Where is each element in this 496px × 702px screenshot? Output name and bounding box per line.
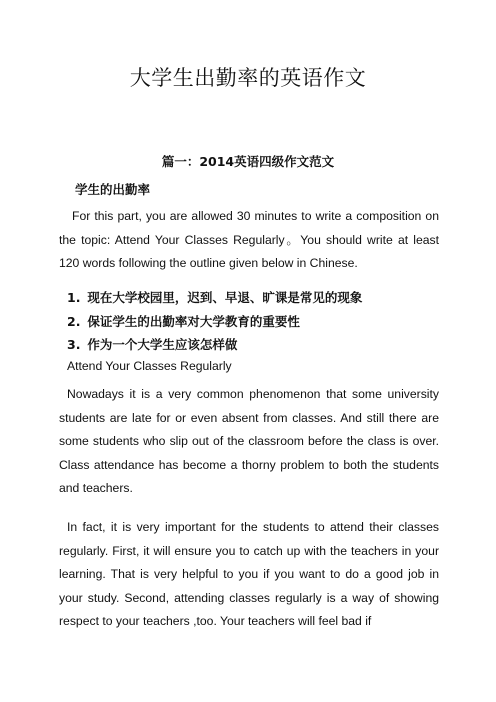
section-heading: 篇一：2014英语四级作文范文 <box>161 154 335 169</box>
outline-item <box>67 286 362 310</box>
document-title: 大学生出勤率的英语作文 <box>129 66 367 90</box>
outline-item-text: 保证学生的出勤率对大学教育的重要性 <box>87 313 300 329</box>
outline-item-number: 2. <box>67 313 81 329</box>
outline-list <box>67 286 362 357</box>
outline-item-text: 现在大学校园里，迟到、早退、旷课是常见的现象 <box>87 290 363 305</box>
outline-item <box>67 333 362 357</box>
essay-paragraph-1: Nowadays it is a very common phenomenon that some university students are late for or even absent from classes. And still there are some students who slip out of the classroom before the class is over. Class attendance has become a thorny problem to both the students and teachers. <box>59 387 439 495</box>
essay-title: Attend Your Classes Regularly <box>67 359 232 373</box>
essay-paragraph-2: In fact, it is very important for the students to attend their classes regularly. First, it will ensure you to catch up with the teachers in your learning. That is very helpful to you if you want to do a good job in your study. Second, attending classes regularly is a way of showing respect to your teachers ,too. Your teachers will feel bad if <box>59 520 439 628</box>
outline-item-number: 3. <box>67 337 81 352</box>
outline-item-text: 作为一个大学生应该怎样做 <box>87 337 238 352</box>
outline-item <box>67 310 362 334</box>
outline-item-number: 1. <box>67 290 81 305</box>
subtitle: 学生的出勤率 <box>75 182 151 197</box>
instructions-paragraph: For this part, you are allowed 30 minutes to write a composition on the topic: Attend Your Classes Regularly。You should write at least 120 words following the outline given below in Chinese. <box>59 209 439 270</box>
